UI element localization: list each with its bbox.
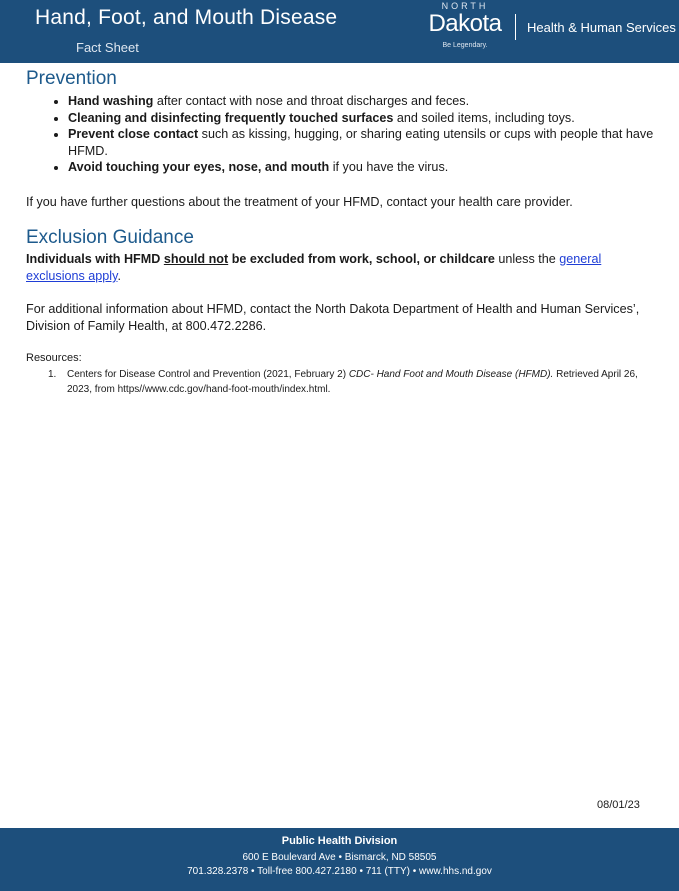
document-subtitle: Fact Sheet xyxy=(76,40,139,55)
exclusion-bold-end: be excluded from work, school, or childcare xyxy=(228,252,495,266)
exclusion-bold-start: Individuals with HFMD xyxy=(26,252,164,266)
footer-address: 600 E Boulevard Ave • Bismarck, ND 58505 xyxy=(242,852,437,863)
list-item xyxy=(68,126,678,159)
logo-tagline: Be Legendary. xyxy=(442,42,488,49)
citation-title: CDC- Hand Foot and Mouth Disease (HFMD). xyxy=(348,369,554,380)
followup-paragraph: If you have further questions about the treatment of your HFMD, contact your health care provider. xyxy=(26,195,573,209)
north-dakota-logo xyxy=(420,2,510,58)
citation-retrieved: Retrieved April 26, 2023, from https//www.cdc.gov/hand-foot-mouth/index.html. xyxy=(67,369,638,395)
header-banner xyxy=(0,0,679,63)
logo-dakota-text: Dakota xyxy=(428,10,502,37)
list-item-text: and soiled items, including toys. xyxy=(393,110,575,125)
document-title: Hand, Foot, and Mouth Disease xyxy=(35,6,338,29)
logo-divider xyxy=(515,14,516,40)
resources-title: Resources: xyxy=(26,352,82,364)
list-item-bold: Prevent close contact xyxy=(68,127,199,142)
additional-info-paragraph: For additional information about HFMD, contact the North Dakota Department of Health and Human Services’, Division of Family Health, at 800.472.2286. xyxy=(26,302,640,333)
document-date: 08/01/23 xyxy=(597,799,640,811)
list-item-bold: Hand washing xyxy=(68,94,154,108)
exclusion-paragraph xyxy=(26,251,616,285)
list-item xyxy=(68,110,678,127)
citation-author: Centers for Disease Control and Prevention (2021, February 2) xyxy=(67,369,349,380)
list-item xyxy=(68,93,678,110)
resource-citation xyxy=(67,367,652,397)
prevention-heading: Prevention xyxy=(26,68,117,89)
list-item-bold: Cleaning and disinfecting frequently touched surfaces xyxy=(68,110,394,125)
list-item-text: such as kissing, hugging, or sharing eating utensils or cups with people that have HFMD. xyxy=(68,127,654,158)
exclusion-should-not: should not xyxy=(163,252,229,266)
prevention-list xyxy=(26,93,678,176)
general-exclusions-link[interactable]: general exclusions apply xyxy=(26,252,602,283)
footer-banner xyxy=(0,828,679,891)
footer-contact: 701.328.2378 • Toll-free 800.427.2180 • 711 (TTY) • www.hhs.nd.gov xyxy=(187,866,492,877)
footer-division: Public Health Division xyxy=(281,835,398,847)
agency-name: Health & Human Services xyxy=(527,20,676,35)
exclusion-plain: unless the xyxy=(494,252,560,266)
exclusion-period: . xyxy=(117,269,121,283)
resource-number: 1. xyxy=(48,369,57,380)
list-item xyxy=(68,159,678,176)
list-item-text: if you have the virus. xyxy=(329,160,449,175)
list-item-bold: Avoid touching your eyes, nose, and mouth xyxy=(68,160,330,175)
exclusion-heading: Exclusion Guidance xyxy=(26,227,194,248)
list-item-text: after contact with nose and throat discharges and feces. xyxy=(153,94,470,108)
logo-north-text: NORTH xyxy=(441,1,489,11)
